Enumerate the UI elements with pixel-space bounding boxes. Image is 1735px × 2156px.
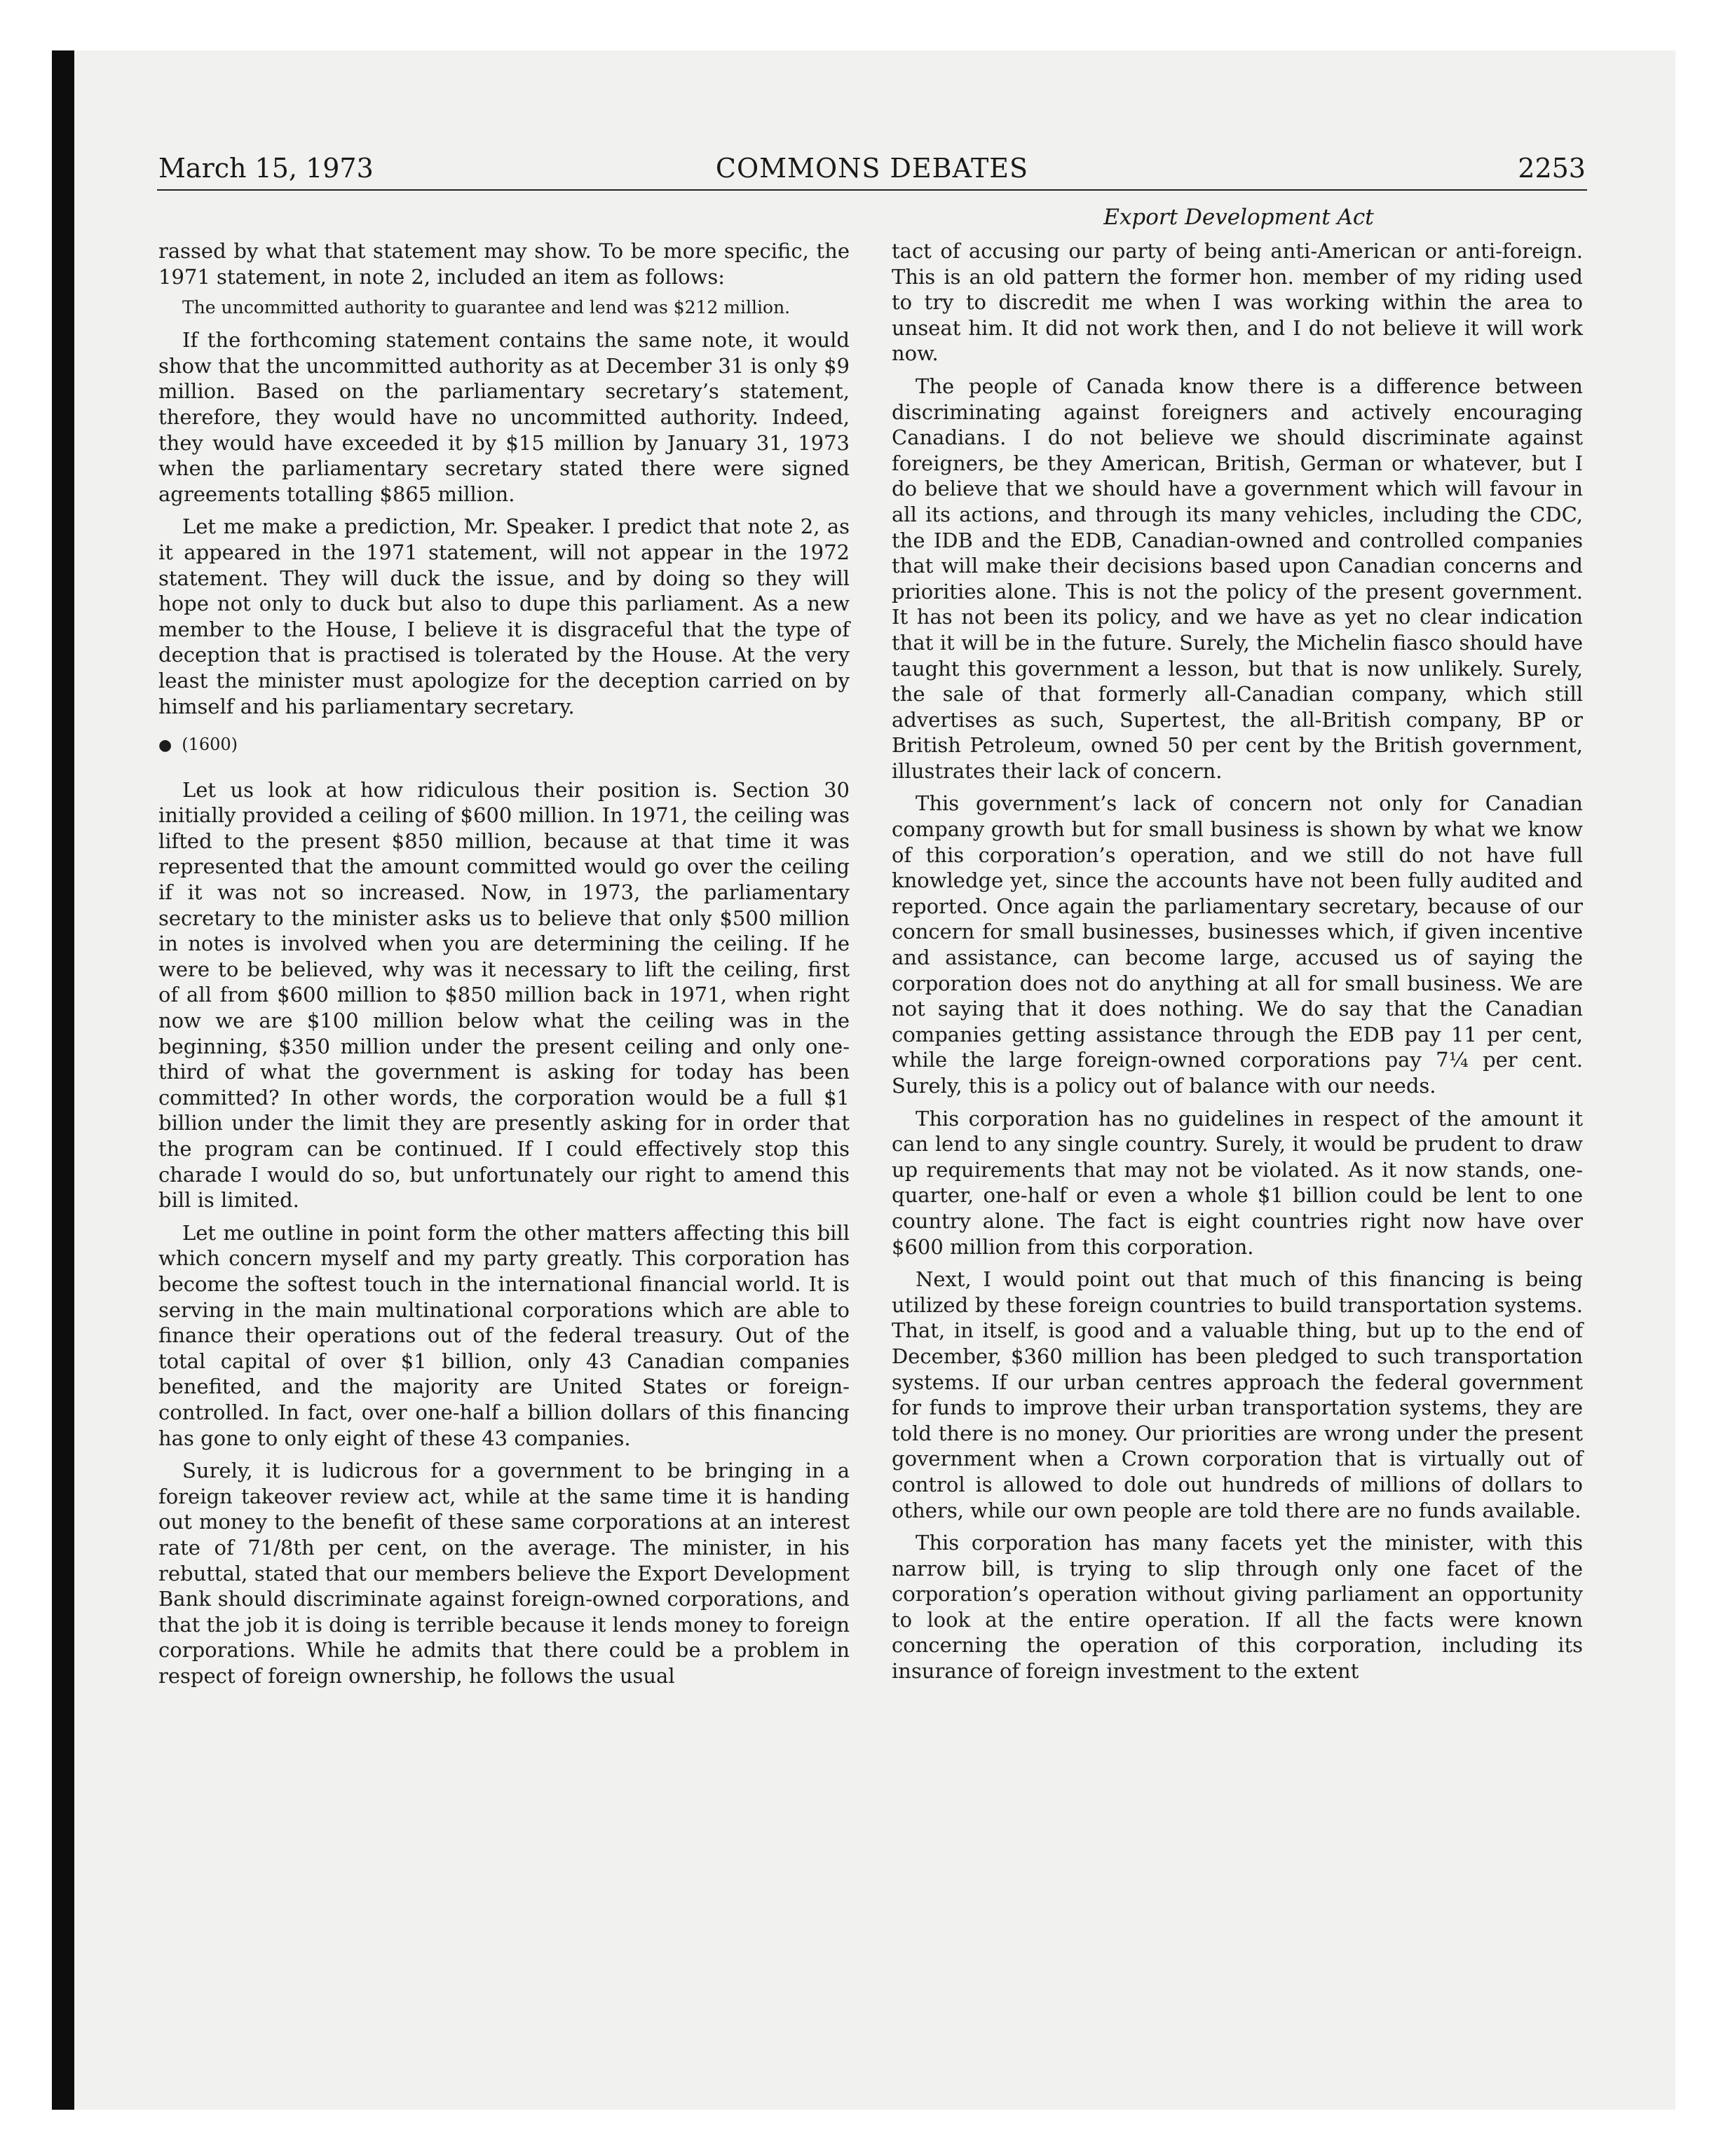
paragraph: If the forthcoming statement contains the same note, it would show that the uncommitted authority as at December 31 is only $9 million. Based on the parliamentary secretary’s statement, therefore, they would have no uncommitted authority. Indeed, they would have exceeded it by $15 million by January 31, 1973 when the parliamentary secretary stated there were signed agreements totalling $865 million. <box>158 328 850 506</box>
time-marker-text: (1600) <box>182 735 238 755</box>
paragraph: Surely, it is ludicrous for a government to be bringing in a foreign takeover review act, while at the same time it is handing out money to the benefit of these same corporations at an interest rate of 71/8th per cent, on the average. The minister, in his rebuttal, stated that our members believe the Export Development Bank should discriminate against foreign-owned corporations, and that the job it is doing is terrible because it lends money to foreign corporations. While he admits that there could be a problem in respect of foreign ownership, he follows the usual <box>158 1459 850 1688</box>
paragraph: The people of Canada know there is a difference between discriminating against foreigners and actively encouraging Canadians. I do not believe we should discriminate against foreigners, be they American, British, German or whatever, but I do believe that we should have a government which will favour in all its actions, and through its many vehicles, including the CDC, the IDB and the EDB, Canadian-owned and controlled companies that will make their decisions based upon Canadian concerns and priorities alone. This is not the policy of the present government. It has not been its policy, and we have as yet no clear indication that it will be in the future. Surely, the Michelin fiasco should have taught this government a lesson, but that is now unlikely. Surely, the sale of that formerly all-Canadian company, which still advertises as such, Supertest, the all-British company, BP or British Petroleum, owned 50 per cent by the British government, illustrates their lack of concern. <box>892 374 1583 783</box>
right-column <box>892 238 1583 1691</box>
header-title: COMMONS DEBATES <box>715 153 1029 184</box>
left-column <box>158 238 850 1696</box>
paragraph: tact of accusing our party of being anti-American or anti-foreign. This is an old pattern the former hon. member of my riding used to try to discredit me when I was working within the area to unseat him. It did not work then, and I do not believe it will work now. <box>892 239 1583 366</box>
paragraph: Let me make a prediction, Mr. Speaker. I predict that note 2, as it appeared in the 1971 statement, will not appear in the 1972 statement. They will duck the issue, and by doing so they will hope not only to duck but also to dupe this parliament. As a new member to the House, I believe it is disgraceful that the type of deception that is practised is tolerated by the House. At the very least the minister must apologize for the deception carried on by himself and his parliamentary secretary. <box>158 514 850 718</box>
page-header <box>157 153 1587 191</box>
scan-edge <box>52 50 74 2110</box>
paragraph: This corporation has many facets yet the minister, with this narrow bill, is trying to slip through only one facet of the corporation’s operation without giving parliament an opportunity to look at the entire operation. If all the facts were known concerning the operation of this corporation, including its insurance of foreign investment to the extent <box>892 1531 1583 1684</box>
paragraph: This corporation has no guidelines in respect of the amount it can lend to any single country. Surely, it would be prudent to draw up requirements that may not be violated. As it now stands, one-quarter, one-half or even a whole $1 billion could be lent to one country alone. The fact is eight countries right now have over $600 million from this corporation. <box>892 1106 1583 1259</box>
paragraph: rassed by what that statement may show. To be more specific, the 1971 statement, in note 2, included an item as follows: <box>158 239 850 289</box>
quoted-passage: The uncommitted authority to guarantee and lend was $212 million. <box>182 297 791 318</box>
paragraph: This government’s lack of concern not only for Canadian company growth but for small business is shown by what we know of this corporation’s operation, and we still do not have full knowledge yet, since the accounts have not been fully audited and reported. Once again the parliamentary secretary, because of our concern for small businesses, businesses which, if given incentive and assistance, can become large, accused us of saying the corporation does not do anything at all for small business. We are not saying that it does nothing. We do say that the Canadian companies getting assistance through the EDB pay 11 per cent, while the large foreign-owned corporations pay 7¼ per cent. Surely, this is a policy out of balance with our needs. <box>892 791 1583 1098</box>
header-page-number: 2253 <box>1518 153 1586 184</box>
running-head: Export Development Act <box>1103 205 1374 230</box>
bullet-icon: ● <box>158 737 172 755</box>
paragraph: Next, I would point out that much of this financing is being utilized by these foreign countries to build transportation systems. That, in itself, is good and a valuable thing, but up to the end of December, $360 million has been pledged to such transportation systems. If our urban centres approach the federal government for funds to improve their urban transportation systems, they are told there is no money. Our priorities are wrong under the present government when a Crown corporation that is virtually out of control is allowed to dole out hundreds of millions of dollars to others, while our own people are told there are no funds available. <box>892 1267 1583 1522</box>
paragraph: Let me outline in point form the other matters affecting this bill which concern myself and my party greatly. This corporation has become the softest touch in the international financial world. It is serving in the main multinational corporations which are able to finance their operations out of the federal treasury. Out of the total capital of over $1 billion, only 43 Canadian companies benefited, and the majority are United States or foreign-controlled. In fact, over one-half a billion dollars of this financing has gone to only eight of these 43 companies. <box>158 1220 850 1450</box>
header-date: March 15, 1973 <box>158 153 374 184</box>
time-marker <box>158 732 850 759</box>
paragraph: Let us look at how ridiculous their position is. Section 30 initially provided a ceiling of $600 million. In 1971, the ceiling was lifted to the present $850 million, because at that time it was represented that the amount committed would go over the ceiling if it was not so increased. Now, in 1973, the parliamentary secretary to the minister asks us to believe that only $500 million in notes is involved when you are determining the ceiling. If he were to be believed, why was it necessary to lift the ceiling, first of all from $600 million to $850 million back in 1971, when right now we are $100 million below what the ceiling was in the beginning, $350 million under the present ceiling and only one-third of what the government is asking for today has been committed? In other words, the corporation would be a full $1 billion under the limit they are presently asking for in order that the program can be continued. If I could effectively stop this charade I would do so, but unfortunately our right to amend this bill is limited. <box>158 777 850 1213</box>
